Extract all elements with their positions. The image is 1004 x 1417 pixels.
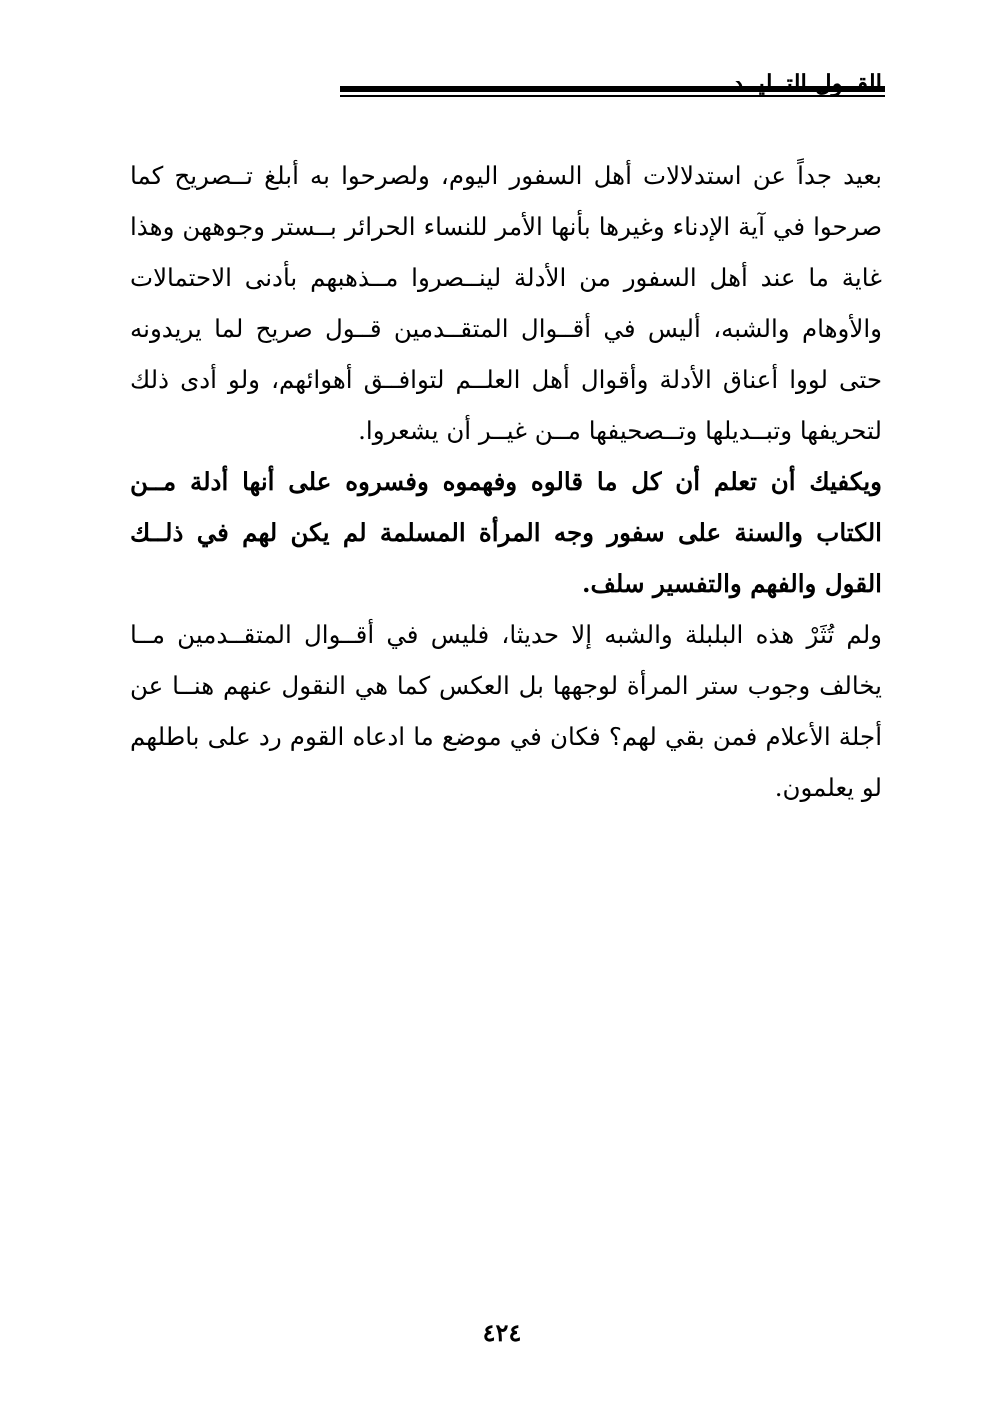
paragraph-3: ولم تُثَرْ هذه البلبلة والشبه إلا حديثا، فليس في أقــوال المتقــدمين مــا يخالف وجوب ستر المرأة لوجهها بل العكس كما هي النقول عنهم هنــا عن أجلة الأعلام فمن بقي لهم؟ فكان في موضع ما ادعاه القوم رد على باطلهم لو يعلمون. bbox=[130, 620, 882, 802]
book-title: القــول التــليــد bbox=[732, 70, 882, 97]
paragraph-1: بعيد جداً عن استدلالات أهل السفور اليوم، ولصرحوا به أبلغ تــصريح كما صرحوا في آية الإدناء وغيرها بأنها الأمر للنساء الحرائر بــستر وجوههن وهذا غاية ما عند أهل السفور من الأدلة لينــصروا مــذهبهم بأدنى الاحتمالات والأوهام والشبه، أليس في أقــوال المتقــدمين قــول صريح لما يريدونه حتى لووا أعناق الأدلة وأقوال أهل العلــم لتوافــق أهوائهم، ولو أدى ذلك لتحريفها وتبــديلها وتــصحيفها مــن غيــر أن يشعروا. bbox=[130, 161, 882, 445]
page-number: ٤٢٤ bbox=[482, 1318, 522, 1347]
running-header bbox=[130, 68, 882, 108]
page-body bbox=[130, 150, 882, 813]
paragraph-2-bold: ويكفيك أن تعلم أن كل ما قالوه وفهموه وفسروه على أنها أدلة مــن الكتاب والسنة على سفور وجه المرأة المسلمة لم يكن لهم في ذلــك القول والفهم والتفسير سلف. bbox=[130, 467, 882, 598]
